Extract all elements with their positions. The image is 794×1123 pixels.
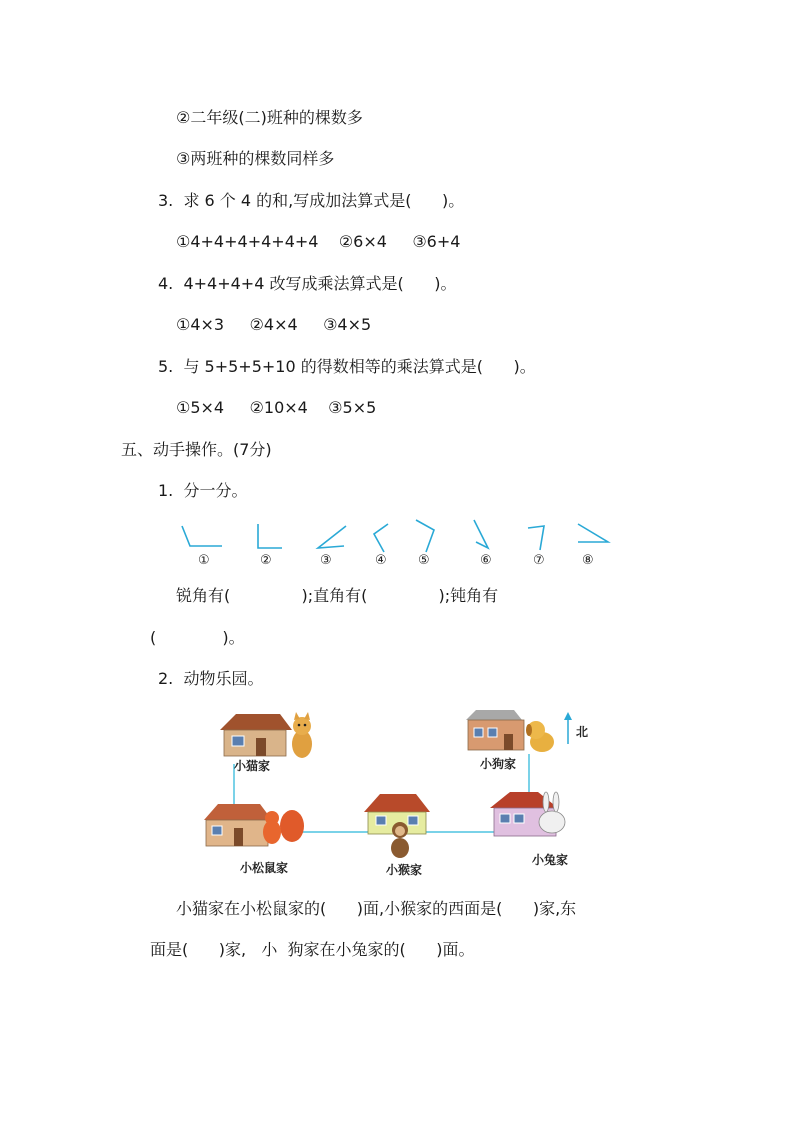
q2-option-2: ②二年级(二)班种的棵数多 [176,108,363,127]
q3-question: 3. 求 6 个 4 的和,写成加法算式是( )。 [158,191,465,210]
angle-6-shape [474,520,488,548]
angle-label-3: ③ [320,553,332,568]
q5-question: 5. 与 5+5+5+10 的得数相等的乘法算式是( )。 [158,357,536,376]
q3-options: ①4+4+4+4+4+4 ②6×4 ③6+4 [176,232,461,251]
q5-options: ①5×4 ②10×4 ③5×5 [176,398,377,417]
squirrel-icon [263,810,304,844]
cat-icon [292,712,312,758]
dog-house-label: 小狗家 [480,757,517,771]
squirrel-house-icon [204,804,272,846]
angle-3-shape [318,526,346,548]
task2-question-line-1: 小猫家在小松鼠家的( )面,小猴家的西面是( )家,东 [176,899,577,918]
angle-2-shape [258,524,282,548]
angle-1-shape [182,526,222,546]
angle-7-shape [528,526,544,550]
angle-label-4: ④ [375,553,387,568]
monkey-icon [391,822,409,858]
angle-label-2: ② [260,553,272,568]
rabbit-house-label: 小兔家 [532,853,569,867]
angle-label-5: ⑤ [418,553,430,568]
angle-label-8: ⑧ [582,553,594,568]
angle-5-shape [416,520,434,552]
angle-label-6: ⑥ [480,553,492,568]
cat-house-label: 小猫家 [234,759,271,773]
task1-answer-line-1: 锐角有( );直角有( );钝角有 [176,586,499,605]
dog-icon [526,721,554,752]
angles-figure [170,512,630,572]
angle-4-shape [374,524,388,552]
q4-question: 4. 4+4+4+4 改写成乘法算式是( )。 [158,274,457,293]
task2-question-line-2: 面是( )家, 小 狗家在小兔家的( )面。 [150,940,475,959]
section5-title: 五、动手操作。(7分) [121,440,272,459]
task2-title: 2. 动物乐园。 [158,669,264,688]
angle-label-7: ⑦ [533,553,545,568]
q4-options: ①4×3 ②4×4 ③4×5 [176,315,372,334]
cat-house-icon [220,714,292,756]
angle-label-1: ① [198,553,210,568]
monkey-house-label: 小猴家 [386,863,423,877]
north-label: 北 [576,725,589,739]
q2-option-3: ③两班种的棵数同样多 [176,149,335,168]
task1-title: 1. 分一分。 [158,481,248,500]
angle-lines [182,520,608,552]
angle-8-shape [578,524,608,542]
squirrel-house-label: 小松鼠家 [240,861,289,875]
dog-house-icon [466,710,524,750]
zoo-map [196,700,606,890]
north-arrow-icon [564,712,572,744]
task1-answer-line-2: ( )。 [150,628,245,647]
